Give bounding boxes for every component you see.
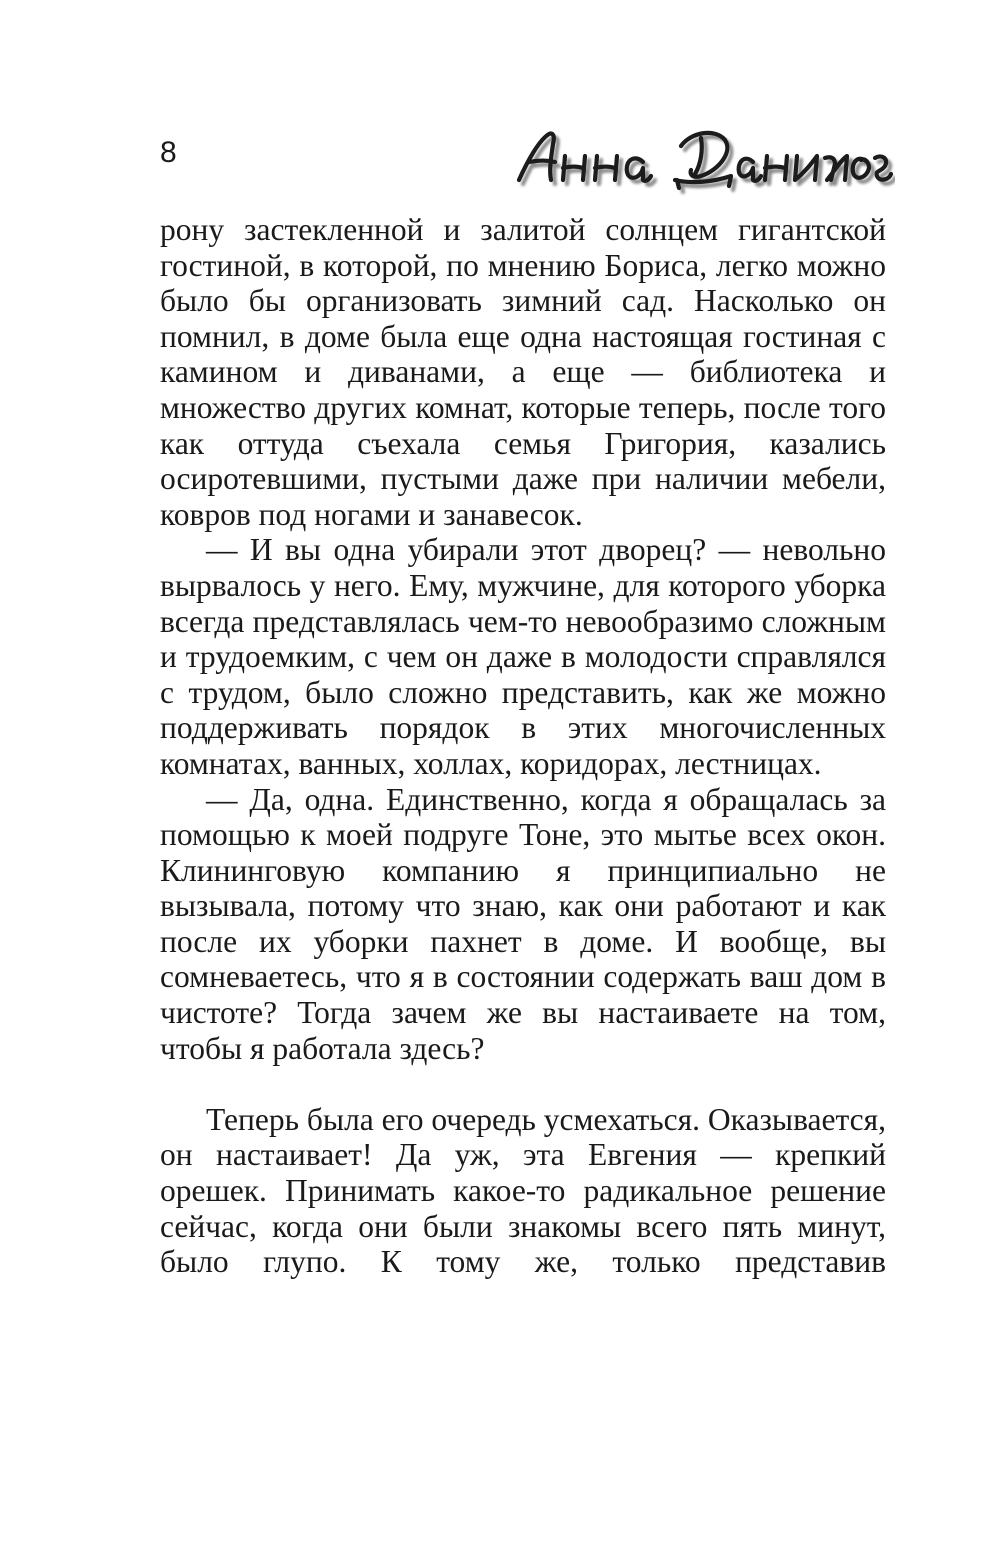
body-text [160, 212, 886, 1280]
paragraph-3: — Да, одна. Единственно, когда я обращалась за помощью к моей подруге Тоне, это мытье всех окон. Клининговую компанию я принципиально не вызывала, потому что знаю, как они работают и как после их уборки пахнет в доме. И вообще, вы сомневаетесь, что я в состоянии содержать ваш дом в чистоте? Тогда зачем же вы настаиваете на том, чтобы я работала здесь? [160, 781, 886, 1066]
author-signature-graphic [505, 110, 895, 200]
paragraph-4: Теперь была его очередь усмехаться. Оказывается, он настаивает! Да уж, эта Евгения — крепкий орешек. Принимать какое-то радикальное решение сейчас, когда они были знакомы всего пять минут, было глупо. К тому же, только представив [160, 1101, 886, 1280]
author-logo [505, 110, 895, 200]
section-break [160, 1066, 886, 1102]
paragraph-2: — И вы одна убирали этот дворец? — невольно вырвалось у него. Ему, мужчине, для которого уборка всегда представлялась чем-то невообразимо сложным и трудоемким, с чем он даже в молодости справлялся с трудом, было сложно представить, как же можно поддерживать порядок в этих многочисленных комнатах, ванных, холлах, коридорах, лестницах. [160, 532, 886, 781]
page-number: 8 [160, 136, 177, 169]
paragraph-1: рону застекленной и залитой солнцем гигантской гостиной, в которой, по мнению Бориса, легко можно было бы организовать зимний сад. Насколько он помнил, в доме была еще одна настоящая гостиная с камином и диванами, а еще — библиотека и множество других комнат, которые теперь, после того как оттуда съехала семья Григория, казались осиротевшими, пустыми даже при наличии мебели, ковров под ногами и занавесок. [160, 212, 886, 532]
